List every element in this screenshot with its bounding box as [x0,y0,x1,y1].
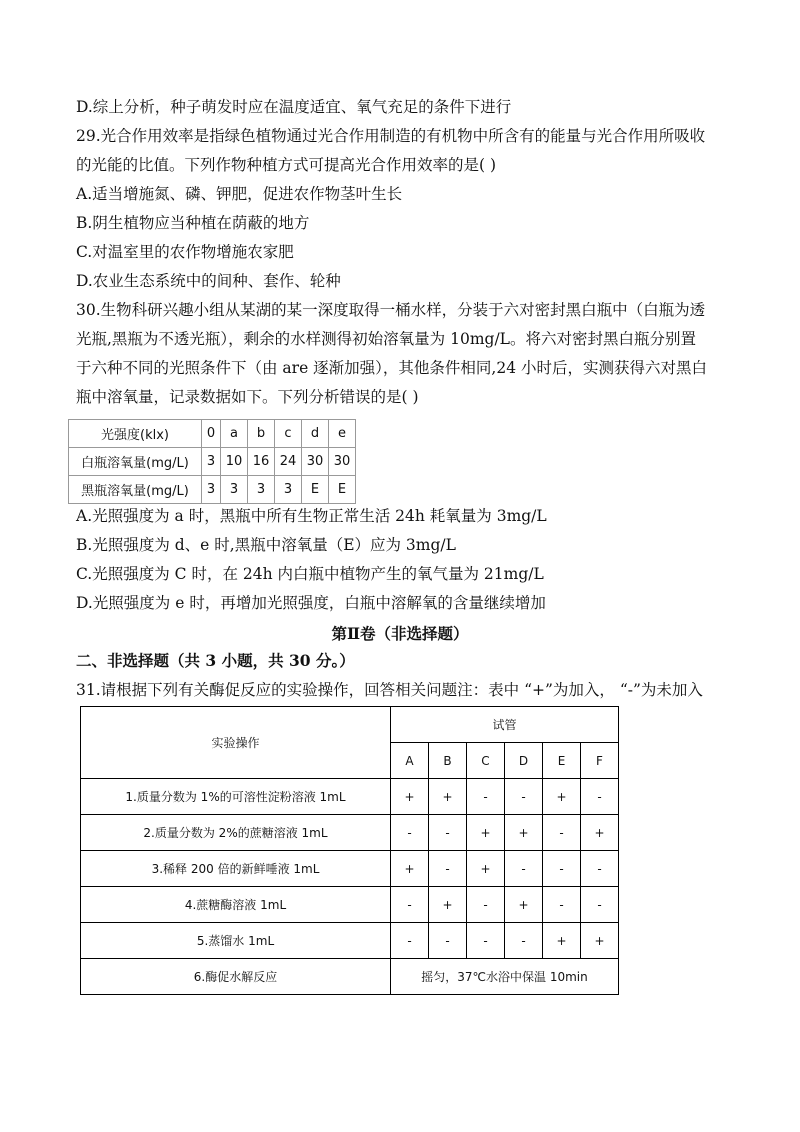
option-29-d: D.农业生态系统中的间种、套作、轮种 [76,272,341,290]
table-cell: 黑瓶溶氧量(mg/L) [69,476,202,504]
table-cell: - [429,851,467,887]
table-cell: - [581,887,619,923]
table-cell: - [505,851,543,887]
table-row [69,420,356,448]
op-cell: 3.稀释 200 倍的新鲜唾液 1mL [81,851,391,887]
table-cell: - [467,779,505,815]
table-row [81,779,619,815]
line-1: D.综上分析，种子萌发时应在温度适宜、氧气充足的条件下进行 [76,98,512,116]
table-cell: e [329,420,356,448]
table-cell: 3 [202,476,221,504]
tube-label: B [429,743,467,779]
table-cell: - [543,887,581,923]
table-cell: - [543,815,581,851]
table-cell: 16 [248,448,275,476]
table-cell: - [467,887,505,923]
table-cell: + [543,923,581,959]
table-cell: - [391,923,429,959]
table-row [81,887,619,923]
table-cell: - [543,851,581,887]
option-29-a: A.适当增施氮、磷、钾肥，促进农作物茎叶生长 [76,185,403,203]
table-cell: d [302,420,329,448]
table-cell: 光强度(klx) [69,420,202,448]
incubation-note: 摇匀，37℃水浴中保温 10min [391,959,619,995]
tube-label: A [391,743,429,779]
table-cell: - [391,887,429,923]
tube-header: 试管 [391,707,619,743]
table-cell: c [275,420,302,448]
table-cell: + [505,887,543,923]
tube-label: F [581,743,619,779]
op-header: 实验操作 [81,707,391,779]
table-cell: a [221,420,248,448]
table-cell: b [248,420,275,448]
question-30-line-4: 瓶中溶氧量，记录数据如下。下列分析错误的是( ) [76,388,419,406]
table-row [81,959,619,995]
table-row [81,923,619,959]
op-cell: 1.质量分数为 1%的可溶性淀粉溶液 1mL [81,779,391,815]
question-30-line-2: 光瓶,黑瓶为不透光瓶），剩余的水样测得初始溶氧量为 10mg/L。将六对密封黑白瓶分别置 [76,330,696,348]
question-30-line-1: 30.生物科研兴趣小组从某湖的某一深度取得一桶水样，分装于六对密封黑白瓶中（白瓶为透 [76,301,706,319]
enzyme-experiment-table [80,706,619,995]
option-29-c: C.对温室里的农作物增施农家肥 [76,243,294,261]
table-cell: - [391,815,429,851]
table-cell: - [581,851,619,887]
tube-label: C [467,743,505,779]
op-cell: 5.蒸馏水 1mL [81,923,391,959]
table-row [69,476,356,504]
table-cell: + [543,779,581,815]
table-cell: + [505,815,543,851]
tube-label: D [505,743,543,779]
question-31: 31.请根据下列有关酶促反应的实验操作，回答相关问题注：表中 “+”为加入， “-”为未加入 [76,681,703,699]
op-cell: 6.酶促水解反应 [81,959,391,995]
table-cell: + [429,779,467,815]
question-29-line-1: 29.光合作用效率是指绿色植物通过光合作用制造的有机物中所含有的能量与光合作用所吸收 [76,127,706,145]
section-title: 第Ⅱ卷（非选择题） [331,624,469,643]
tube-label: E [543,743,581,779]
table-cell: 24 [275,448,302,476]
table-cell: + [467,851,505,887]
op-cell: 2.质量分数为 2%的蔗糖溶液 1mL [81,815,391,851]
table-cell: 3 [202,448,221,476]
table-cell: - [505,779,543,815]
table-cell: + [581,923,619,959]
table-row [69,448,356,476]
table-cell: + [429,887,467,923]
table-cell: 3 [275,476,302,504]
table-row [81,707,619,743]
table-row [81,815,619,851]
table-cell: E [329,476,356,504]
option-29-b: B.阴生植物应当种植在荫蔽的地方 [76,214,310,232]
table-cell: - [505,923,543,959]
table-cell: E [302,476,329,504]
table-cell: + [391,851,429,887]
table-cell: - [581,779,619,815]
table-cell: - [429,815,467,851]
table-cell: - [429,923,467,959]
table-cell: - [467,923,505,959]
table-cell: + [391,779,429,815]
table-cell: 0 [202,420,221,448]
table-row [81,851,619,887]
table-cell: 3 [221,476,248,504]
op-cell: 4.蔗糖酶溶液 1mL [81,887,391,923]
light-oxygen-table [68,419,356,504]
table-cell: 白瓶溶氧量(mg/L) [69,448,202,476]
table-cell: + [467,815,505,851]
option-30-b: B.光照强度为 d、e 时,黑瓶中溶氧量（E）应为 3mg/L [76,536,456,554]
option-30-d: D.光照强度为 e 时，再增加光照强度，白瓶中溶解氧的含量继续增加 [76,594,546,612]
question-30-line-3: 于六种不同的光照条件下（由 are 逐渐加强），其他条件相同,24 小时后，实测获得六对黑白 [76,359,708,377]
table-cell: 30 [329,448,356,476]
table-cell: + [581,815,619,851]
option-30-c: C.光照强度为 C 时，在 24h 内白瓶中植物产生的氧气量为 21mg/L [76,565,544,583]
table-cell: 10 [221,448,248,476]
section-subtitle: 二、非选择题（共 3 小题，共 30 分。） [76,651,355,670]
table-cell: 3 [248,476,275,504]
table-cell: 30 [302,448,329,476]
question-29-line-2: 的光能的比值。下列作物种植方式可提高光合作用效率的是( ) [76,156,497,174]
option-30-a: A.光照强度为 a 时，黑瓶中所有生物正常生活 24h 耗氧量为 3mg/L [76,507,547,525]
